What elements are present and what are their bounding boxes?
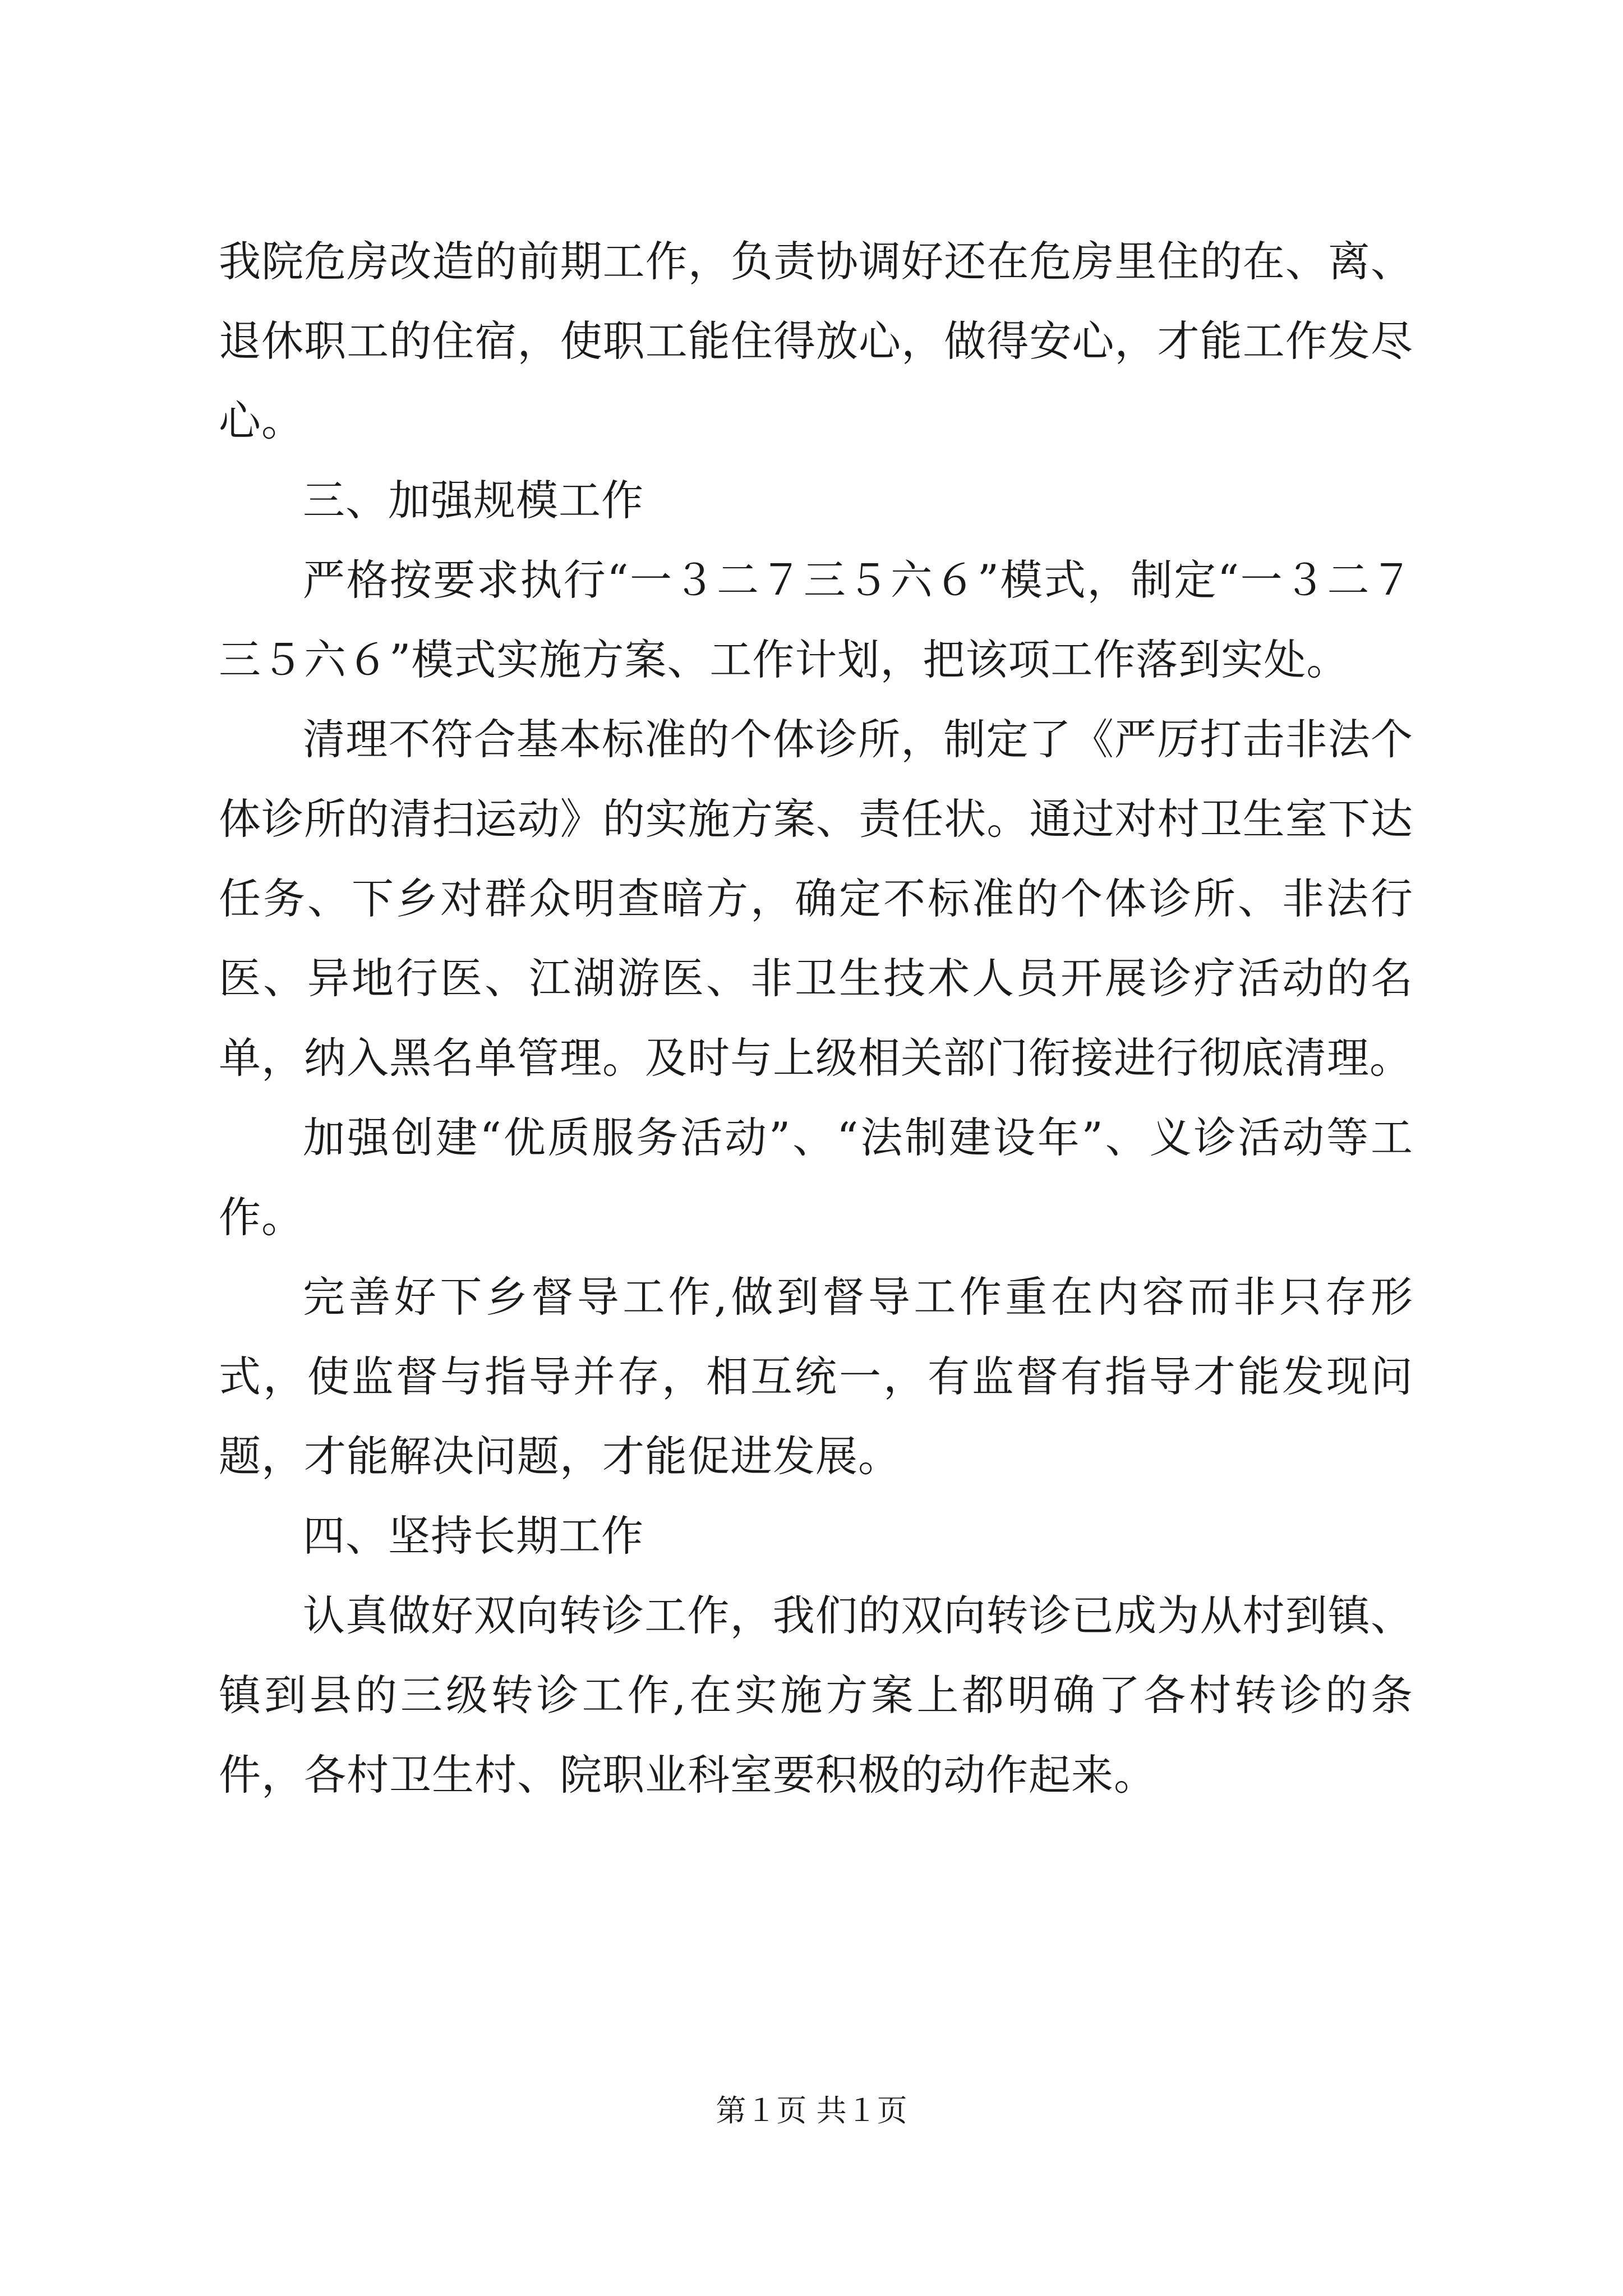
section-heading-3: 三、加强规模工作	[303, 476, 644, 525]
paragraph-service-activities: 加强创建“优质服务活动”、“法制建设年”、义诊活动等工作。	[219, 1113, 1413, 1242]
paragraph-clinic-cleanup: 清理不符合基本标准的个体诊所，制定了《严厉打击非法个体诊所的清扫运动》的实施方案、责任状。通过对村卫生室下达任务、下乡对群众明查暗方，确定不标准的个体诊所、非法行医、异地行医、江湖游医、非卫生技术人员开展诊疗活动的名单，纳入黑名单管理。及时与上级相关部门衔接进行彻底清理。	[219, 715, 1413, 1083]
paragraph-supervision: 完善好下乡督导工作,做到督导工作重在内容而非只存形式，使监督与指导并存，相互统一，有监督有指导才能发现问题，才能解决问题，才能促进发展。	[219, 1272, 1413, 1481]
page-number-footer: 第１页 共１页	[716, 2093, 907, 2128]
section-heading-4: 四、坚持长期工作	[303, 1511, 644, 1561]
paragraph-referral: 认真做好双向转诊工作，我们的双向转诊已成为从村到镇、镇到县的三级转诊工作,在实施方案上都明确了各村转诊的条件，各村卫生村、院职业科室要积极的动作起来。	[219, 1591, 1413, 1800]
paragraph-model: 严格按要求执行“一３二７三５六６”模式，制定“一３二７三５六６”模式实施方案、工作计划，把该项工作落到实处。	[219, 555, 1413, 684]
paragraph-continuation: 我院危房改造的前期工作，负责协调好还在危房里住的在、离、退休职工的住宿，使职工能住得放心，做得安心，才能工作发尽心。	[219, 237, 1413, 445]
document-body	[219, 222, 1413, 1815]
